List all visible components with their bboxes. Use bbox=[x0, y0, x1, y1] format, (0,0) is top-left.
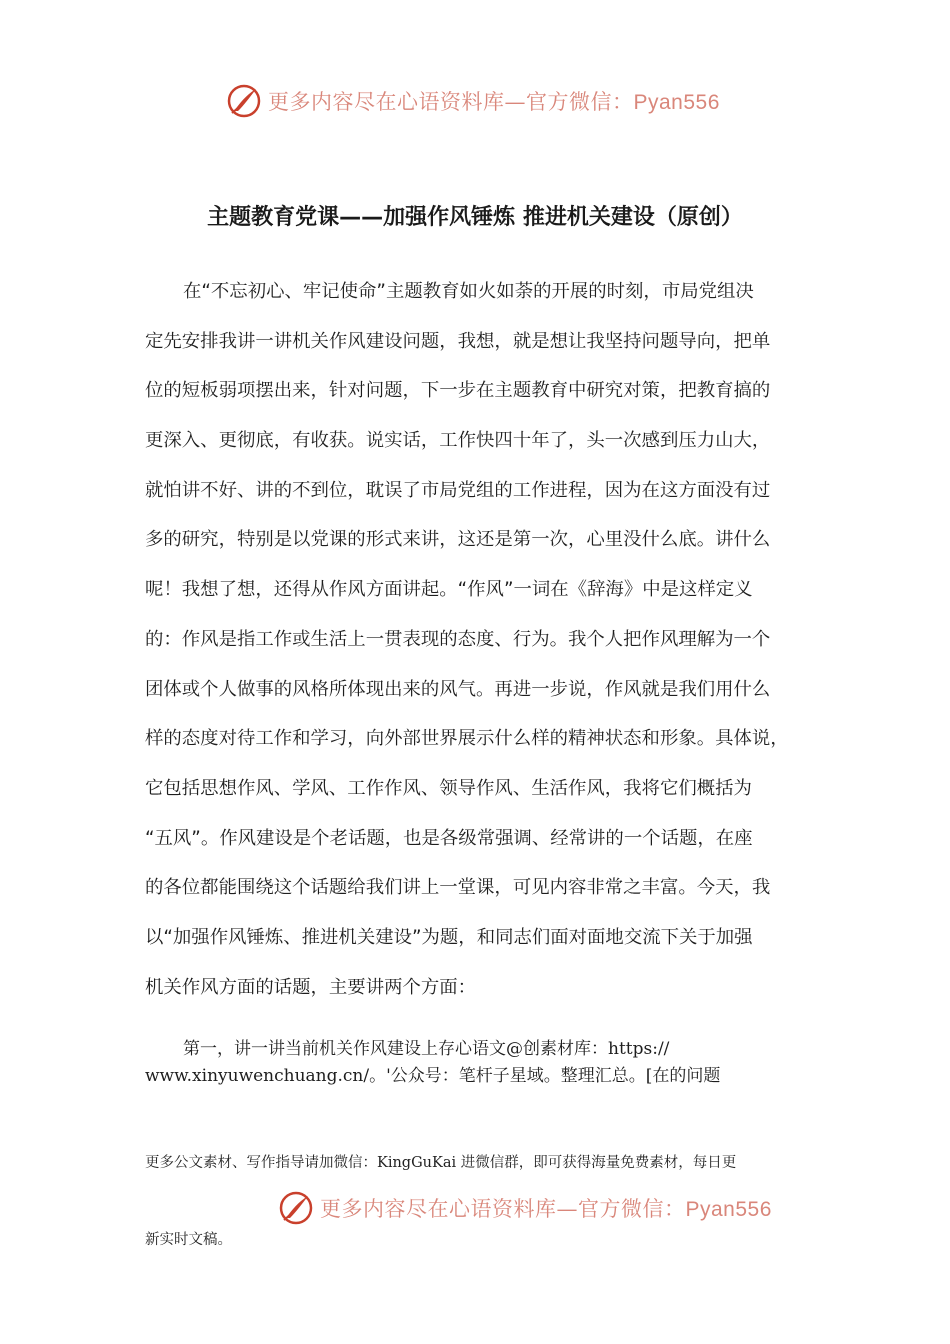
body-line: 第一，讲一讲当前机关作风建设上存心语文@创素材库：https:// bbox=[183, 1039, 670, 1059]
footer-watermark bbox=[278, 1190, 772, 1226]
footer-promo-line: 更多公文素材、写作指导请加微信：KingGuKai 进微信群，即可获得海量免费素材，每日更 bbox=[145, 1155, 737, 1171]
body-line: 样的态度对待工作和学习，向外部世界展示什么样的精神状态和形象。具体说， bbox=[145, 728, 789, 750]
body-line: 位的短板弱项摆出来，针对问题，下一步在主题教育中研究对策，把教育搞的 bbox=[145, 380, 771, 402]
body-line: 就怕讲不好、讲的不到位，耽误了市局党组的工作进程，因为在这方面没有过 bbox=[145, 479, 771, 501]
body-line: 多的研究，特别是以党课的形式来讲，这还是第一次，心里没什么底。讲什么 bbox=[145, 529, 771, 551]
body-line: 团体或个人做事的风格所体现出来的风气。再进一步说，作风就是我们用什么 bbox=[145, 678, 771, 700]
body-line: 的各位都能围绕这个话题给我们讲上一堂课，可见内容非常之丰富。今天，我 bbox=[145, 877, 771, 899]
body-line: www.xinyuwenchuang.cn/。'公众号：笔杆子星域。整理汇总。[在的问题 bbox=[145, 1066, 721, 1086]
body-line: 它包括思想作风、学风、工作作风、领导作风、生活作风，我将它们概括为 bbox=[145, 777, 752, 799]
body-line: 在“不忘初心、牢记使命”主题教育如火如荼的开展的时刻，市局党组决 bbox=[183, 281, 754, 302]
body-line: 呢！我想了想，还得从作风方面讲起。“作风”一词在《辞海》中是这样定义 bbox=[145, 579, 753, 601]
paragraph-2 bbox=[145, 1036, 817, 1090]
body-line: “五风”。作风建设是个老话题，也是各级常强调、经常讲的一个话题，在座 bbox=[145, 827, 753, 849]
footer-promo-line-2: 新实时文稿。 bbox=[145, 1232, 232, 1248]
body-line: 定先安排我讲一讲机关作风建设问题，我想，就是想让我坚持问题导向，把单 bbox=[145, 330, 771, 352]
quill-logo-icon bbox=[226, 83, 262, 119]
body-line: 更深入、更彻底，有收获。说实话，工作快四十年了，头一次感到压力山大， bbox=[145, 430, 771, 452]
body-line: 以“加强作风锤炼、推进机关建设”为题，和同志们面对面地交流下关于加强 bbox=[145, 926, 753, 948]
document-title: 主题教育党课——加强作风锤炼 推进机关建设（原创） bbox=[207, 205, 743, 230]
body-line: 机关作风方面的话题，主要讲两个方面： bbox=[145, 976, 477, 998]
watermark-text: 更多内容尽在心语资料库—官方微信：Pyan556 bbox=[268, 90, 720, 114]
body-line: 的：作风是指工作或生活上一贯表现的态度、行为。我个人把作风理解为一个 bbox=[145, 628, 771, 650]
quill-logo-icon bbox=[278, 1190, 314, 1226]
watermark-text: 更多内容尽在心语资料库—官方微信：Pyan556 bbox=[320, 1197, 772, 1221]
header-watermark bbox=[226, 83, 720, 119]
paragraph-1 bbox=[145, 270, 817, 1015]
